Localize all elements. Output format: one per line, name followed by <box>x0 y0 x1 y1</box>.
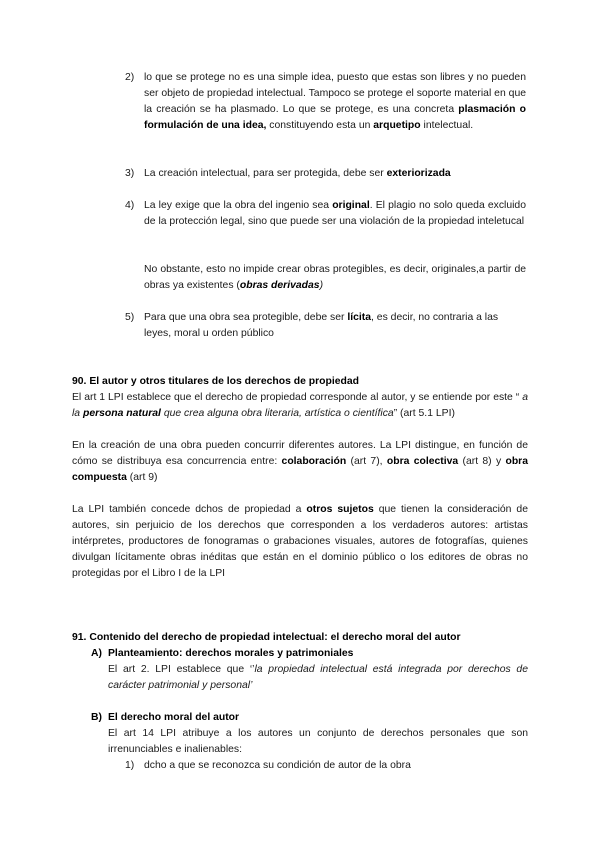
subsection-a-body: El art 2. LPI establece que ‘’la propiedad intelectual está integrada por derechos de carácter patrimonial y personal’ <box>108 664 528 691</box>
list-item-4: La ley exige que la obra del ingenio sea original. El plagio no solo queda excluido de la protección legal, sino que puede ser una violación de la propiedad inteletucal <box>144 200 526 227</box>
subsection-a-label: A) <box>91 648 102 659</box>
section-90-heading: 90. El autor y otros titulares de los derechos de propiedad <box>72 376 359 387</box>
subsection-b-body: El art 14 LPI atribuye a los autores un conjunto de derechos personales que son irrenunciables e inalienables: <box>108 728 528 755</box>
subsection-a-heading: Planteamiento: derechos morales y patrimoniales <box>108 648 354 659</box>
sublist-number: 1) <box>125 760 135 771</box>
subsection-b-heading: El derecho moral del autor <box>108 712 240 723</box>
section-91-heading: 91. Contenido del derecho de propiedad intelectual: el derecho moral del autor <box>72 632 461 643</box>
subsection-b-label: B) <box>91 712 102 723</box>
list-item-4-paragraph-2: No obstante, esto no impide crear obras protegibles, es decir, originales,a partir de obras ya existentes (obras derivadas) <box>144 264 526 291</box>
sublist-item-1: dcho a que se reconozca su condición de autor de la obra <box>144 760 411 771</box>
list-number: 3) <box>125 168 135 179</box>
list-number: 5) <box>125 312 135 323</box>
list-item-3: La creación intelectual, para ser protegida, debe ser exteriorizada <box>144 168 451 179</box>
section-90-paragraph-1: El art 1 LPI establece que el derecho de propiedad corresponde al autor, y se entiende por este “ a la persona natural que crea alguna obra literaria, artística o científica” (art 5.1 LPI) <box>72 392 529 419</box>
list-number: 4) <box>125 200 135 211</box>
list-number: 2) <box>125 72 135 83</box>
section-90-paragraph-3: La LPI también concede dchos de propiedad a otros sujetos que tienen la consideración de autores, sin perjuicio de los derechos que corresponden a los verdaderos autores: artistas intérpretes, productores de fonogramas o grabaciones visuales, autores de fotografías, quienes divulgan lícitamente obras inéditas que están en el dominio público o los editores de obras no protegidas por el Libro I de la LPI <box>72 504 528 579</box>
list-item-5: Para que una obra sea protegible, debe ser lícita, es decir, no contraria a las leyes, moral u orden público <box>144 312 499 339</box>
section-90-paragraph-2: En la creación de una obra pueden concurrir diferentes autores. La LPI distingue, en función de cómo se distribuya esa concurrencia entre: colaboración (art 7), obra colectiva (art 8) y obra compuesta (art 9) <box>72 440 528 483</box>
list-item-2: lo que se protege no es una simple idea, puesto que estas son libres y no pueden ser objeto de propiedad intelectual. Tampoco se protege el soporte material en que la creación se ha plasmado. Lo que se protege, es una concreta plasmación o formulación de una idea, constituyendo esta un arquetipo intelectual. <box>144 72 527 131</box>
